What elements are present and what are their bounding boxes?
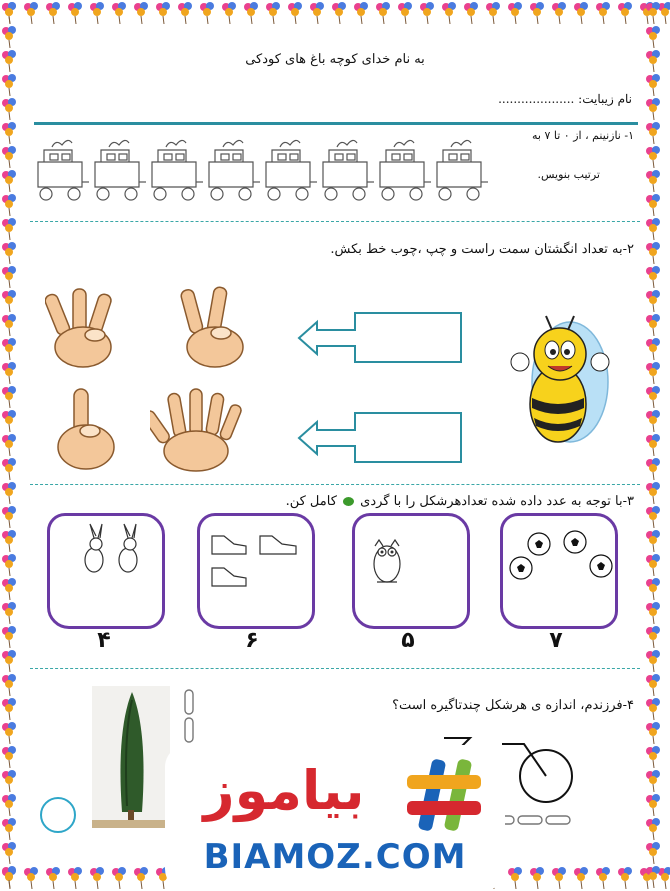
section-divider-3 — [30, 668, 640, 669]
hand-icon — [175, 285, 255, 370]
count-box-soccer-balls[interactable] — [500, 513, 618, 629]
header-divider — [34, 122, 638, 125]
left-arrow-icon — [295, 410, 465, 465]
train-illustration — [32, 132, 492, 214]
section-divider-1 — [30, 221, 640, 222]
q3-instruction — [240, 494, 634, 509]
q2-instruction: ۲-به تعداد انگشتان سمت راست و چپ ،چوب خط بکش. — [330, 242, 634, 257]
answer-arrow-box-2[interactable] — [295, 410, 465, 465]
owl-icon — [355, 516, 467, 626]
q3-instruction-part2: کامل کن. — [285, 494, 337, 509]
count-number-7: ۷ — [549, 628, 563, 653]
tree-icon — [92, 686, 170, 828]
count-number-4: ۴ — [97, 628, 111, 653]
balloon-border-left — [0, 0, 26, 891]
train-icon — [32, 132, 492, 214]
hand-three-fingers-right — [175, 285, 255, 370]
green-dot-icon — [343, 497, 354, 506]
hand-one-finger — [50, 385, 120, 475]
balloon-border-right — [644, 0, 670, 891]
cypress-tree-photo — [92, 686, 170, 828]
shoe-icon — [200, 516, 312, 626]
answer-arrow-box-1[interactable] — [295, 310, 465, 365]
hand-icon — [45, 285, 125, 370]
q4-instruction: ۴-فرزندم، اندازه ی هرشکل چندتاگیره است؟ — [392, 698, 634, 713]
count-number-5: ۵ — [401, 628, 415, 653]
small-circle-shape — [40, 797, 76, 833]
q1-instruction-line2: ترتیب بنویس. — [537, 168, 600, 181]
name-field-label: نام زیبایت: .................... — [498, 92, 632, 106]
balloon-border-top — [0, 0, 670, 26]
balloon-pattern-icon — [0, 0, 26, 891]
balloon-pattern-icon — [0, 0, 670, 26]
page-title: به نام خدای کوچه باغ های کودکی — [245, 52, 425, 67]
logo-latin-text: BIAMOZ.COM — [203, 837, 467, 877]
hand-icon — [150, 385, 245, 475]
bee-character — [500, 312, 615, 452]
q3-instruction-part1: ۳-با توجه به عدد داده شده تعدادهرشکل را با گردی — [360, 494, 634, 509]
count-box-rabbits[interactable] — [47, 513, 165, 629]
hand-five-fingers — [150, 385, 245, 475]
soccer-ball-icon — [503, 516, 615, 626]
count-number-6: ۶ — [245, 628, 259, 653]
logo-persian-text: بیاموز — [203, 759, 365, 822]
hashtag-icon — [403, 755, 485, 835]
count-box-shoes[interactable] — [197, 513, 315, 629]
rabbit-icon — [50, 516, 162, 626]
hand-icon — [50, 385, 120, 475]
biamoz-logo — [165, 745, 505, 891]
hand-three-fingers-left — [45, 285, 125, 370]
q1-instruction-line1: ۱- نازنینم ، از ۰ تا ۷ به — [531, 129, 634, 142]
section-divider-2 — [30, 484, 640, 485]
count-box-owl[interactable] — [352, 513, 470, 629]
balloon-pattern-icon — [644, 0, 670, 891]
left-arrow-icon — [295, 310, 465, 365]
bee-icon — [500, 312, 615, 452]
